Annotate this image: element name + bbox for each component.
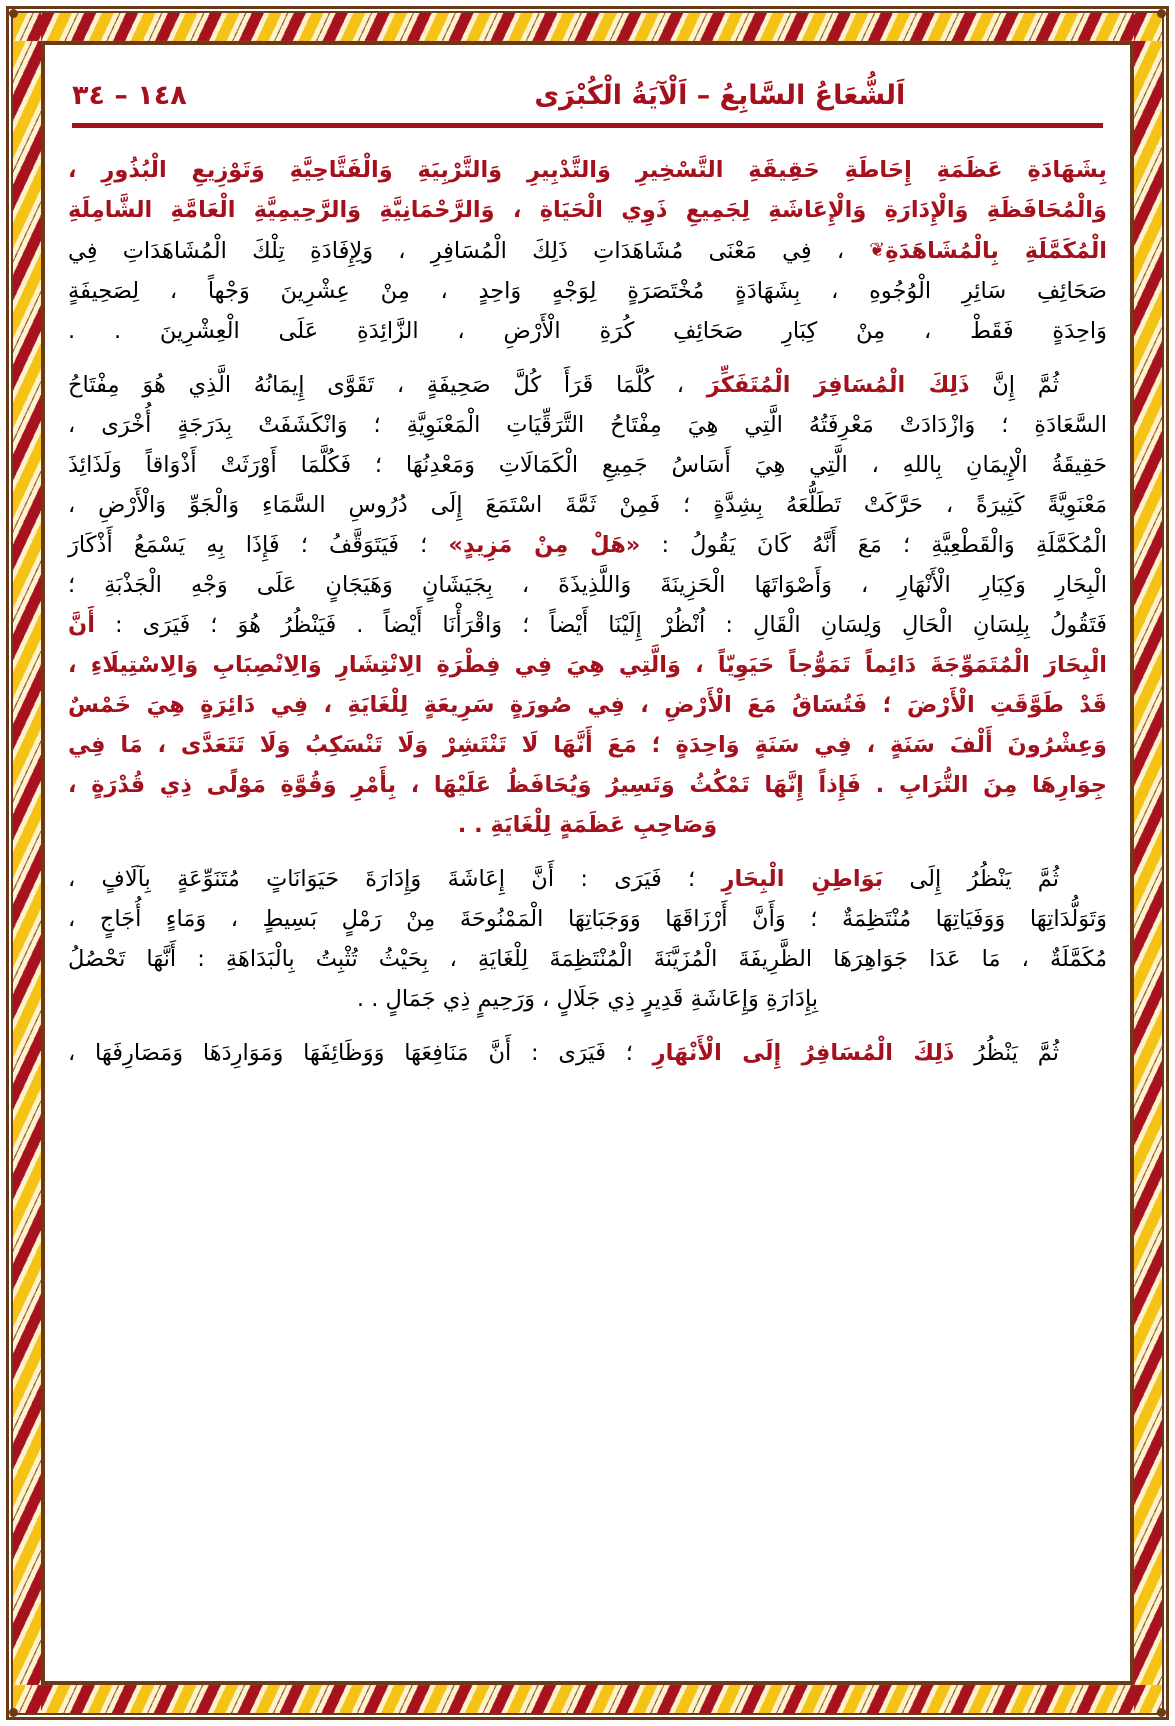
body-text-black: ، كُلَّمَا قَرَأَ كُلَّ صَحِيفَةٍ ، تَقَوَّى إِيمَانُهُ الَّذِي هُوَ مِفْتَاحُ (68, 372, 707, 398)
text-line (68, 150, 1107, 190)
body-text-black: صَحَائِفِ سَائِرِ الْوُجُوهِ ، بِشَهَادَةٍ مُخْتَصَرَةٍ لِوَجْهٍ وَاحِدٍ ، مِنْ عِشْرِينَ وَجْهاً ، لِصَحِيفَةٍ (68, 278, 1107, 304)
text-line (68, 485, 1107, 525)
text-line (68, 445, 1107, 485)
body-text-black: ؛ فَيَرَى : أَنَّ إِعَاشَةَ وَإِدَارَةَ حَيَوَانَاتٍ مُتَنَوِّعَةٍ بِآلَافٍ ، (68, 866, 722, 892)
emphasis-text-red: وَصَاحِبِ عَظَمَةٍ لِلْغَايَةِ . . (457, 812, 718, 838)
paragraph (68, 859, 1107, 1019)
body-text-black: مُكَمَّلَةٌ ، مَا عَدَا جَوَاهِرَهَا الظَّرِيفَةَ الْمُزَيَّنَةَ الْمُنْتَظِمَةَ لِلْغَايَةِ ، بِحَيْثُ تُثْبِتُ بِالْبَدَاهَةِ : أَنَّهَا تَحْصُلُ (68, 946, 1107, 972)
emphasis-text-red: الْبِحَارَ الْمُتَمَوِّجَةَ دَائِماً تَمَوُّجاً حَيَوِيّاً ، وَالَّتِي هِيَ فِي فِطْرَةِ الِانْتِشَارِ وَالِانْصِبَابِ وَالِاسْتِيلَاءِ ، (68, 652, 1107, 678)
body-text-black: ؛ فَيَتَوَقَّفُ ؛ فَإِذَا بِهِ يَسْمَعُ أَذْكَارَ (68, 532, 449, 558)
text-line (68, 230, 1107, 271)
body-text-black: ؛ فَيَرَى : أَنَّ مَنَافِعَهَا وَوَظَائِفَهَا وَمَوَارِدَهَا وَمَصَارِفَهَا ، (68, 1040, 653, 1066)
paragraph (68, 1033, 1107, 1073)
flower-ornament-icon: ❦ (869, 239, 886, 261)
emphasis-text-red: جِوَارِهَا مِنَ التُّرَابِ . فَإِذاً إِنَّهَا تَمْكُثُ وَتَسِيرُ وَيُحَافَظُ عَلَيْهَا ، بِأَمْرِ وَقُوَّةِ مَوْلًى ذِي قُدْرَةٍ ، (68, 772, 1107, 798)
body-text-black: حَقِيقَةُ الْإِيمَانِ بِاللهِ ، الَّتِي هِيَ أَسَاسُ جَمِيعِ الْكَمَالَاتِ وَمَعْدِنُهَا ؛ فَكُلَّمَا أَوْرَثَتْ أَذْوَاقاً وَلَذَائِذَ (68, 452, 1107, 478)
page-header (68, 72, 1107, 117)
text-line (68, 190, 1107, 230)
emphasis-text-red: قَدْ طَوَّقَتِ الْأَرْضَ ؛ فَتُسَاقُ مَعَ الْأَرْضِ ، فِي صُورَةٍ سَرِيعَةٍ لِلْغَايَةِ ، فِي دَائِرَةٍ هِيَ خَمْسٌ (68, 692, 1107, 718)
corner-ornament-top-left (9, 9, 18, 18)
corner-ornament-top-right (1157, 9, 1166, 18)
emphasis-text-red: بَوَاطِنِ الْبِحَارِ (721, 866, 884, 892)
text-line (68, 525, 1107, 565)
body-text-black: وَتَوَلُّدَاتِهَا وَوَفَيَاتِهَا مُنْتَظِمَةٌ ؛ وَأَنَّ أَرْزَاقَهَا وَوَجَبَاتِهَا الْمَمْنُوحَةَ مِنْ رَمْلٍ بَسِيطٍ ، وَمَاءٍ أُجَاجٍ ، (68, 906, 1107, 932)
text-line (68, 365, 1107, 405)
body-text-black: ثُمَّ يَنْظُرُ (954, 1040, 1059, 1066)
text-line (68, 685, 1107, 725)
emphasis-text-red: ذَلِكَ الْمُسَافِرَ الْمُتَفَكِّرَ (706, 372, 970, 398)
body-text-black: فَتَقُولُ بِلِسَانِ الْحَالِ وَلِسَانِ الْقَالِ : اُنْظُرْ إِلَيْنَا أَيْضاً ؛ وَاقْرَأْنَا أَيْضاً . فَيَنْظُرُ هُوَ ؛ فَيَرَى : (94, 612, 1107, 638)
corner-ornament-bottom-left (9, 1708, 18, 1717)
text-line (68, 725, 1107, 765)
text-line (68, 859, 1107, 899)
text-line (68, 979, 1107, 1019)
emphasis-text-red: الْمُكَمَّلَةِ بِالْمُشَاهَدَةِ (885, 238, 1107, 264)
text-line (68, 765, 1107, 805)
body-text (68, 150, 1107, 1073)
emphasis-text-red: ذَلِكَ الْمُسَافِرُ إِلَى الْأَنْهَارِ (652, 1040, 955, 1066)
emphasis-text-red: وَالْمُحَافَظَةِ وَالْإِدَارَةِ وَالْإِعَاشَةِ لِجَمِيعِ ذَوِي الْحَيَاةِ ، وَالرَّحْمَانِيَّةِ وَالرَّحِيمِيَّةِ الْعَامَّةِ الشَّامِلَةِ (68, 197, 1107, 223)
text-line (68, 805, 1107, 845)
text-line (68, 899, 1107, 939)
emphasis-text-red: أَنَّ (68, 612, 95, 638)
paragraph (68, 365, 1107, 845)
body-text-black: بِإِدَارَةِ وَإِعَاشَةِ قَدِيرٍ ذِي جَلَالٍ ، وَرَحِيمٍ ذِي جَمَالٍ . . (356, 986, 819, 1012)
corner-ornament-bottom-right (1157, 1708, 1166, 1717)
emphasis-text-red: «هَلْ مِنْ مَزِيدٍ» (448, 532, 641, 558)
body-text-black: ثُمَّ يَنْظُرُ إِلَى (883, 866, 1059, 892)
emphasis-text-red: بِشَهَادَةِ عَظَمَةِ إِحَاطَةِ حَقِيقَةِ التَّسْخِيرِ وَالتَّدْبِيرِ وَالتَّرْبِيَةِ وَالْفَتَّاحِيَّةِ وَتَوْزِيعِ الْبُذُورِ ، (68, 157, 1107, 183)
body-text-black: ثُمَّ إِنَّ (969, 372, 1059, 398)
body-text-black: السَّعَادَةِ ؛ وَازْدَادَتْ مَعْرِفَتُهُ الَّتِي هِيَ مِفْتَاحُ التَّرَقِّيَاتِ الْمَعْنَوِيَّةِ ؛ وَانْكَشَفَتْ بِدَرَجَةٍ أُخْرَى ، (68, 412, 1107, 438)
body-text-black: الْمُكَمَّلَةِ وَالْقَطْعِيَّةِ ؛ مَعَ أَنَّهُ كَانَ يَقُولُ : (640, 532, 1107, 558)
body-text-black: وَاحِدَةٍ فَقَطْ ، مِنْ كِبَارِ صَحَائِفِ كُرَةِ الْأَرْضِ ، الزَّائِدَةِ عَلَى الْعِشْرِينَ . . (68, 318, 1107, 344)
text-line (68, 565, 1107, 605)
text-line (68, 271, 1107, 311)
text-line (68, 1033, 1107, 1073)
text-line (68, 605, 1107, 645)
text-line (68, 645, 1107, 685)
header-divider-rule (72, 123, 1103, 128)
page-number: ١٤٨ – ٣٤ (72, 80, 187, 111)
text-line (68, 311, 1107, 351)
page-content (58, 58, 1117, 1668)
emphasis-text-red: وَعِشْرُونَ أَلْفَ سَنَةٍ ، فِي سَنَةٍ وَاحِدَةٍ ؛ مَعَ أَنَّهَا لَا تَنْتَشِرْ وَلَا تَنْسَكِبُ وَلَا تَتَعَدَّى ، مَا فِي (68, 732, 1107, 758)
page-title: اَلشُّعَاعُ السَّابِعُ – اَلْآيَةُ الْكُبْرَى (534, 80, 906, 111)
body-text-black: مَعْنَوِيَّةً كَثِيرَةً ، حَرَّكَتْ تَطَلُّعَهُ بِشِدَّةٍ ؛ فَمِنْ ثَمَّةَ اسْتَمَعَ إِلَى دُرُوسِ السَّمَاءِ وَالْجَوِّ وَالْأَرْضِ ، (68, 492, 1107, 518)
body-text-black: ، فِي مَعْنَى مُشَاهَدَاتِ ذَلِكَ الْمُسَافِرِ ، وَلِإِفَادَةِ تِلْكَ الْمُشَاهَدَاتِ فِي (68, 238, 870, 264)
body-text-black: الْبِحَارِ وَكِبَارِ الْأَنْهَارِ ، وَأَصْوَاتَهَا الْحَزِينَةَ وَاللَّذِيذَةَ ، بِجَيَشَانٍ وَهَيَجَانٍ عَلَى وَجْهِ الْجَذْبَةِ ؛ (68, 572, 1107, 598)
text-line (68, 939, 1107, 979)
text-line (68, 405, 1107, 445)
paragraph (68, 150, 1107, 351)
